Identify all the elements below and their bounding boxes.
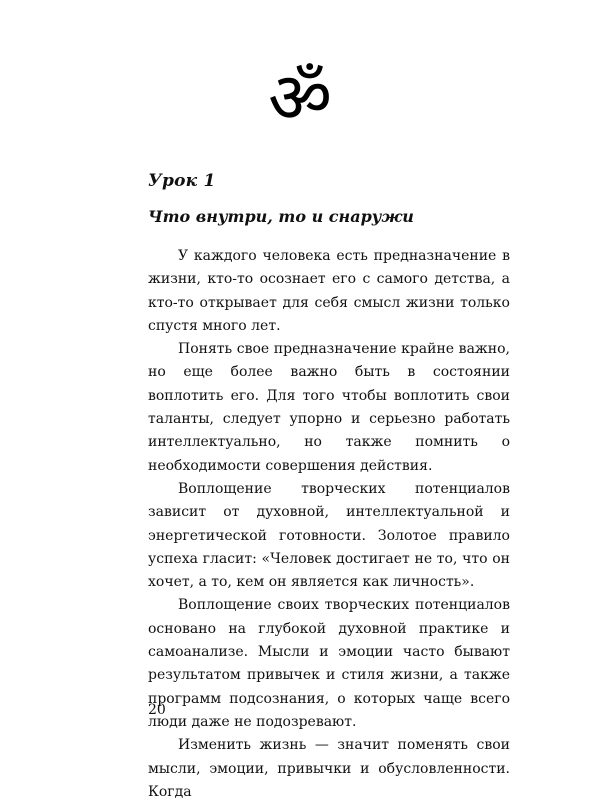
page-number: 20 xyxy=(148,702,166,718)
paragraph-3: Воплощение творческих потенциалов зависит от духовной, интеллектуальной и энергетической готовности. Золотое правило успеха гласит: «Человек достигает не то, что он хочет, а то, кем он является как личность». xyxy=(148,480,510,591)
paragraph-4: Воплощение своих творческих потенциалов основано на глубокой духовной практике и самоанализе. Мысли и эмоции часто бывают результатом привычек и стиля жизни, а также программ подсознания, о которых чаще всего люди даже не подозревают. xyxy=(148,597,510,730)
page-body-text xyxy=(148,245,510,804)
lesson-label: Урок 1 xyxy=(148,171,216,191)
lesson-title: Что внутри, то и снаружи xyxy=(148,207,414,226)
paragraph-5: Изменить жизнь — значит поменять свои мысли, эмоции, привычки и обусловленности. Когда xyxy=(148,737,510,800)
paragraph-1: У каждого человека есть предназначение в жизни, кто-то осознает его с самого детства, а кто-то открывает для себя смысл жизни только спустя много лет. xyxy=(148,248,510,334)
om-symbol-icon: ॐ xyxy=(268,57,332,139)
paragraph-2: Понять свое предназначение крайне важно, но еще более важно быть в состоянии воплотить его. Для того чтобы воплотить свои таланты, следует упорно и серьезно работать интеллектуально, но также помнить о необходимости совершения действия. xyxy=(148,341,510,474)
